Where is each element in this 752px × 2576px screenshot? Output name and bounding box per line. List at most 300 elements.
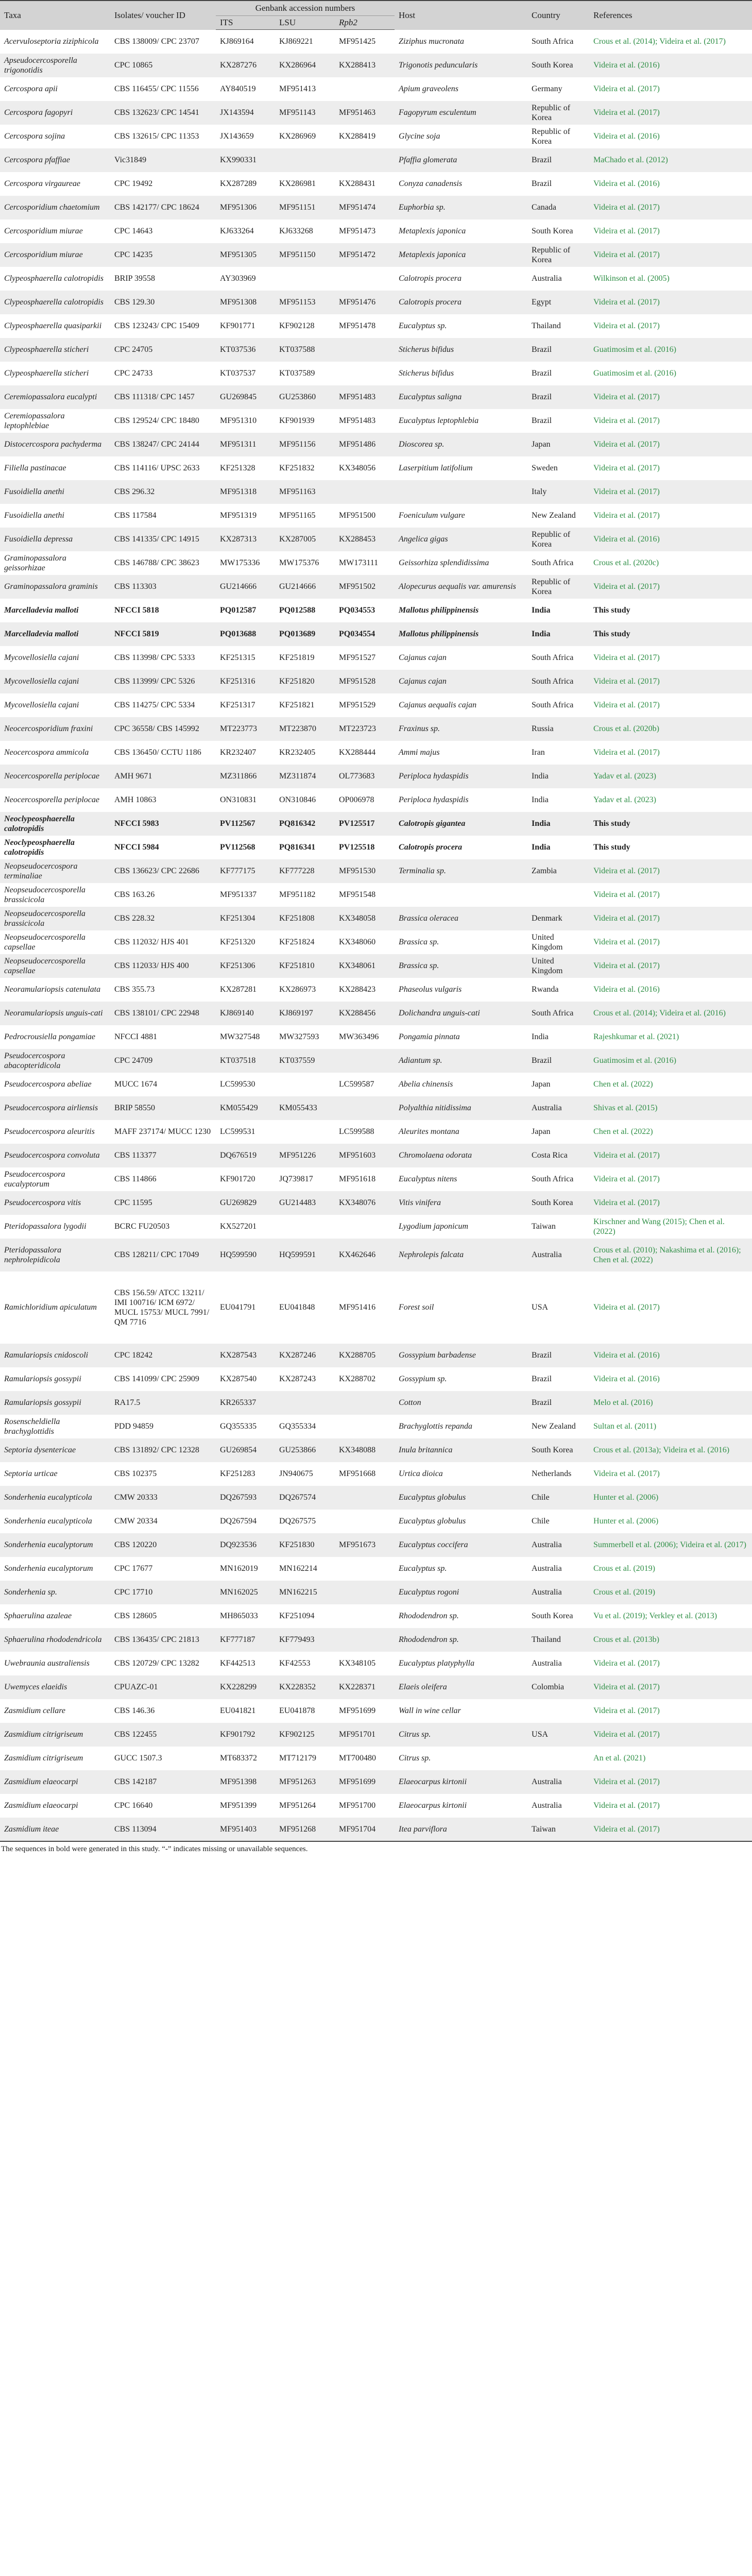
cell-reference: Guatimosim et al. (2016) (589, 338, 752, 362)
cell-country: Brazil (527, 172, 589, 196)
cell-taxa: Neopseudocercosporella capsellae (0, 930, 110, 954)
cell-lsu: MF951264 (275, 1794, 335, 1818)
table-row (0, 693, 752, 717)
cell-isolate: CBS 156.59/ ATCC 13211/ IMI 100716/ ICM 6972/ MUCL 15753/ MUCL 7991/ QM 7716 (110, 1272, 216, 1344)
cell-reference: This study (589, 622, 752, 646)
cell-its: DQ267594 (216, 1510, 275, 1533)
cell-reference: Videira et al. (2017) (589, 219, 752, 243)
cell-taxa: Neoramulariopsis unguis-cati (0, 1002, 110, 1025)
cell-host: Eucalyptus saligna (395, 385, 527, 409)
cell-host: Adiantum sp. (395, 1049, 527, 1073)
table-row (0, 267, 752, 291)
cell-taxa: Cercospora virgaureae (0, 172, 110, 196)
cell-reference: Videira et al. (2016) (589, 528, 752, 551)
cell-country: Thailand (527, 314, 589, 338)
cell-host: Gossypium barbadense (395, 1344, 527, 1367)
cell-its: MH865033 (216, 1604, 275, 1628)
table-row (0, 1794, 752, 1818)
cell-its: KF251320 (216, 930, 275, 954)
cell-its: MF951310 (216, 409, 275, 433)
cell-host: Calotropis procera (395, 291, 527, 314)
cell-isolate: CPC 19492 (110, 172, 216, 196)
table-row (0, 1144, 752, 1167)
cell-taxa: Rosenscheldiella brachyglottidis (0, 1415, 110, 1438)
cell-taxa: Fusoidiella depressa (0, 528, 110, 551)
cell-reference: Videira et al. (2017) (589, 1699, 752, 1723)
cell-rpb2: KX288419 (335, 125, 395, 148)
table-row (0, 1747, 752, 1770)
cell-its: HQ599590 (216, 1239, 275, 1272)
cell-host: Citrus sp. (395, 1723, 527, 1747)
cell-isolate: CBS 114275/ CPC 5334 (110, 693, 216, 717)
cell-rpb2 (335, 1604, 395, 1628)
cell-host: Eucalyptus coccifera (395, 1533, 527, 1557)
cell-country: Australia (527, 1770, 589, 1794)
table-row (0, 148, 752, 172)
cell-host: Vitis vinifera (395, 1191, 527, 1215)
cell-lsu: KF251819 (275, 646, 335, 670)
table-row (0, 978, 752, 1002)
cell-rpb2: KX348060 (335, 930, 395, 954)
cell-lsu: MF951165 (275, 504, 335, 528)
cell-taxa: Mycovellosiella cajani (0, 646, 110, 670)
table-body (0, 30, 752, 1841)
cell-taxa: Clypeosphaerella sticheri (0, 338, 110, 362)
cell-host: Lygodium japonicum (395, 1215, 527, 1239)
cell-lsu: KF251820 (275, 670, 335, 693)
cell-country: Australia (527, 1652, 589, 1675)
cell-isolate: CBS 117584 (110, 504, 216, 528)
cell-taxa: Sphaerulina rhododendricola (0, 1628, 110, 1652)
cell-host: Abelia chinensis (395, 1073, 527, 1096)
cell-its: KF901792 (216, 1723, 275, 1747)
table-row (0, 1533, 752, 1557)
cell-country: India (527, 836, 589, 859)
cell-rpb2 (335, 338, 395, 362)
table-row (0, 385, 752, 409)
cell-lsu: EU041878 (275, 1699, 335, 1723)
cell-country: South Korea (527, 1191, 589, 1215)
cell-its: PQ012587 (216, 599, 275, 622)
cell-reference: Shivas et al. (2015) (589, 1096, 752, 1120)
cell-taxa: Ramulariopsis gossypii (0, 1367, 110, 1391)
cell-reference: Videira et al. (2017) (589, 456, 752, 480)
cell-country: India (527, 788, 589, 812)
table-row (0, 575, 752, 599)
cell-isolate: CBS 138247/ CPC 24144 (110, 433, 216, 456)
cell-country: Japan (527, 1120, 589, 1144)
table-row (0, 1415, 752, 1438)
cell-its: KM055429 (216, 1096, 275, 1120)
cell-rpb2 (335, 1391, 395, 1415)
cell-isolate: MAFF 237174/ MUCC 1230 (110, 1120, 216, 1144)
table-row (0, 433, 752, 456)
table-row (0, 125, 752, 148)
cell-isolate: AMH 9671 (110, 765, 216, 788)
cell-reference: Videira et al. (2017) (589, 480, 752, 504)
cell-its: MW175336 (216, 551, 275, 575)
table-row (0, 101, 752, 125)
header-rpb2: Rpb2 (335, 16, 395, 30)
cell-country: India (527, 1025, 589, 1049)
cell-taxa: Marcelladevia malloti (0, 622, 110, 646)
cell-isolate: CBS 123243/ CPC 15409 (110, 314, 216, 338)
cell-lsu (275, 267, 335, 291)
cell-lsu: KX286973 (275, 978, 335, 1002)
cell-lsu: DQ267574 (275, 1486, 335, 1510)
cell-rpb2: KX462646 (335, 1239, 395, 1272)
cell-rpb2: MF951472 (335, 243, 395, 267)
cell-rpb2: KX348061 (335, 954, 395, 978)
cell-its: MF951399 (216, 1794, 275, 1818)
cell-isolate: CPC 24705 (110, 338, 216, 362)
cell-reference: Wilkinson et al. (2005) (589, 267, 752, 291)
cell-lsu: GU214666 (275, 575, 335, 599)
cell-taxa: Pseudocercospora abeliae (0, 1073, 110, 1096)
cell-host: Eucalyptus globulus (395, 1486, 527, 1510)
cell-reference: Videira et al. (2017) (589, 196, 752, 219)
cell-reference: Videira et al. (2017) (589, 291, 752, 314)
cell-its: MN162025 (216, 1581, 275, 1604)
cell-taxa: Neoclypeosphaerella calotropidis (0, 836, 110, 859)
cell-rpb2: KX288423 (335, 978, 395, 1002)
cell-country: Brazil (527, 1367, 589, 1391)
cell-lsu: KF251821 (275, 693, 335, 717)
table-row (0, 930, 752, 954)
cell-its: JX143594 (216, 101, 275, 125)
cell-reference: Videira et al. (2017) (589, 314, 752, 338)
cell-country: South Korea (527, 219, 589, 243)
cell-country: Brazil (527, 409, 589, 433)
cell-its: KX287313 (216, 528, 275, 551)
table-row (0, 504, 752, 528)
cell-isolate: CBS 122455 (110, 1723, 216, 1747)
cell-isolate: Vic31849 (110, 148, 216, 172)
cell-country: Iran (527, 741, 589, 765)
cell-reference: Kirschner and Wang (2015); Chen et al. (2022) (589, 1215, 752, 1239)
cell-lsu: JN940675 (275, 1462, 335, 1486)
cell-lsu: JQ739817 (275, 1167, 335, 1191)
cell-reference: Videira et al. (2016) (589, 1367, 752, 1391)
cell-isolate: RA17.5 (110, 1391, 216, 1415)
cell-its: KT037518 (216, 1049, 275, 1073)
cell-host: Calotropis procera (395, 267, 527, 291)
cell-taxa: Clypeosphaerella calotropidis (0, 291, 110, 314)
cell-lsu: MF951163 (275, 480, 335, 504)
cell-rpb2: KX348088 (335, 1438, 395, 1462)
cell-rpb2: KX288705 (335, 1344, 395, 1367)
cell-reference: Crous et al. (2020b) (589, 717, 752, 741)
cell-host: Elaeocarpus kirtonii (395, 1794, 527, 1818)
cell-reference: Videira et al. (2017) (589, 741, 752, 765)
cell-isolate: CMW 20333 (110, 1486, 216, 1510)
cell-taxa: Neocercosporidium fraxini (0, 717, 110, 741)
cell-isolate: CBS 112033/ HJS 400 (110, 954, 216, 978)
cell-taxa: Pseudocercospora convoluta (0, 1144, 110, 1167)
cell-lsu: KF251824 (275, 930, 335, 954)
cell-taxa: Cercosporidium miurae (0, 243, 110, 267)
cell-rpb2: MF951527 (335, 646, 395, 670)
cell-host: Polyalthia nitidissima (395, 1096, 527, 1120)
cell-rpb2: PV125518 (335, 836, 395, 859)
cell-taxa: Ramichloridium apiculatum (0, 1272, 110, 1344)
cell-its: MF951311 (216, 433, 275, 456)
cell-lsu: KT037589 (275, 362, 335, 385)
cell-country: Japan (527, 1073, 589, 1096)
table-row (0, 54, 752, 77)
cell-host: Pongamia pinnata (395, 1025, 527, 1049)
cell-lsu: MT712179 (275, 1747, 335, 1770)
cell-its: MW327548 (216, 1025, 275, 1049)
cell-host: Eucalyptus sp. (395, 314, 527, 338)
cell-taxa: Clypeosphaerella calotropidis (0, 267, 110, 291)
cell-host: Phaseolus vulgaris (395, 978, 527, 1002)
cell-reference: Melo et al. (2016) (589, 1391, 752, 1415)
cell-country: United Kingdom (527, 930, 589, 954)
cell-taxa: Zasmidium cellare (0, 1699, 110, 1723)
cell-isolate: CMW 20334 (110, 1510, 216, 1533)
cell-lsu: KF779493 (275, 1628, 335, 1652)
cell-lsu: KT037588 (275, 338, 335, 362)
cell-its: KX287281 (216, 978, 275, 1002)
cell-rpb2 (335, 1215, 395, 1239)
cell-reference: Vu et al. (2019); Verkley et al. (2013) (589, 1604, 752, 1628)
cell-its: MN162019 (216, 1557, 275, 1581)
cell-taxa: Mycovellosiella cajani (0, 693, 110, 717)
cell-country: Sweden (527, 456, 589, 480)
table-row (0, 717, 752, 741)
cell-its: KF251306 (216, 954, 275, 978)
cell-lsu: KX287246 (275, 1344, 335, 1367)
cell-isolate: CBS 355.73 (110, 978, 216, 1002)
cell-its: KR265337 (216, 1391, 275, 1415)
cell-country: India (527, 622, 589, 646)
cell-its: KX228299 (216, 1675, 275, 1699)
cell-reference: Videira et al. (2017) (589, 907, 752, 930)
cell-country: Egypt (527, 291, 589, 314)
cell-rpb2 (335, 1628, 395, 1652)
cell-taxa: Pteridopassalora lygodii (0, 1215, 110, 1239)
cell-reference: Videira et al. (2016) (589, 1344, 752, 1367)
table-row (0, 1557, 752, 1581)
cell-its: KX287540 (216, 1367, 275, 1391)
cell-isolate: CBS 129.30 (110, 291, 216, 314)
table-row (0, 1215, 752, 1239)
cell-host: Dioscorea sp. (395, 433, 527, 456)
cell-rpb2: KX228371 (335, 1675, 395, 1699)
cell-host: Gossypium sp. (395, 1367, 527, 1391)
cell-lsu: KX287243 (275, 1367, 335, 1391)
cell-host: Nephrolepis falcata (395, 1239, 527, 1272)
cell-reference: Videira et al. (2017) (589, 930, 752, 954)
cell-its: LC599531 (216, 1120, 275, 1144)
cell-rpb2 (335, 148, 395, 172)
cell-its: AY303969 (216, 267, 275, 291)
cell-isolate: CBS 129524/ CPC 18480 (110, 409, 216, 433)
cell-isolate: CPC 16640 (110, 1794, 216, 1818)
cell-isolate: CPC 17710 (110, 1581, 216, 1604)
cell-host: Euphorbia sp. (395, 196, 527, 219)
table-row (0, 1025, 752, 1049)
cell-isolate: CBS 116455/ CPC 11556 (110, 77, 216, 101)
cell-its: KR232407 (216, 741, 275, 765)
cell-lsu: MF951413 (275, 77, 335, 101)
cell-taxa: Marcelladevia malloti (0, 599, 110, 622)
cell-taxa: Ramulariopsis gossypii (0, 1391, 110, 1415)
table-row (0, 30, 752, 54)
cell-reference: Crous et al. (2013b) (589, 1628, 752, 1652)
table-row (0, 1167, 752, 1191)
cell-taxa: Ramulariopsis cnidoscoli (0, 1344, 110, 1367)
cell-isolate: NFCCI 5819 (110, 622, 216, 646)
table-row (0, 1191, 752, 1215)
cell-reference: Guatimosim et al. (2016) (589, 362, 752, 385)
cell-lsu: GU253860 (275, 385, 335, 409)
cell-lsu: MN162214 (275, 1557, 335, 1581)
cell-reference: Crous et al. (2013a); Videira et al. (2016) (589, 1438, 752, 1462)
cell-country (527, 883, 589, 907)
cell-rpb2 (335, 1486, 395, 1510)
cell-taxa: Neocercospora ammicola (0, 741, 110, 765)
table-row (0, 670, 752, 693)
cell-isolate: CBS 132615/ CPC 11353 (110, 125, 216, 148)
cell-taxa: Graminopassalora graminis (0, 575, 110, 599)
cell-country: Chile (527, 1510, 589, 1533)
cell-rpb2: MF951500 (335, 504, 395, 528)
cell-reference: Videira et al. (2017) (589, 670, 752, 693)
cell-its: KF251317 (216, 693, 275, 717)
table-row (0, 456, 752, 480)
cell-its: KF777187 (216, 1628, 275, 1652)
cell-isolate: CBS 114116/ UPSC 2633 (110, 456, 216, 480)
cell-isolate: CPC 18242 (110, 1344, 216, 1367)
cell-country: Thailand (527, 1628, 589, 1652)
cell-lsu: KX286981 (275, 172, 335, 196)
cell-taxa: Uwebraunia australiensis (0, 1652, 110, 1675)
cell-its: PQ013688 (216, 622, 275, 646)
cell-reference: Crous et al. (2014); Videira et al. (2016) (589, 1002, 752, 1025)
cell-isolate: CBS 142187 (110, 1770, 216, 1794)
cell-reference: Videira et al. (2017) (589, 954, 752, 978)
cell-lsu: KR232405 (275, 741, 335, 765)
table-row (0, 1344, 752, 1367)
cell-lsu: PQ816341 (275, 836, 335, 859)
header-references: References (589, 1, 752, 30)
cell-taxa: Zasmidium iteae (0, 1818, 110, 1841)
cell-country: Denmark (527, 907, 589, 930)
cell-taxa: Sonderhenia eucalyptorum (0, 1557, 110, 1581)
cell-reference: Videira et al. (2017) (589, 504, 752, 528)
cell-reference: Videira et al. (2016) (589, 54, 752, 77)
cell-host: Glycine soja (395, 125, 527, 148)
table-header (0, 1, 752, 30)
cell-taxa: Ceremiopassalora leptophlebiae (0, 409, 110, 433)
cell-country: Germany (527, 77, 589, 101)
cell-taxa: Pseudocercospora eucalyptorum (0, 1167, 110, 1191)
cell-isolate: CPC 14235 (110, 243, 216, 267)
cell-rpb2: MF951474 (335, 196, 395, 219)
cell-host: Rhododendron sp. (395, 1628, 527, 1652)
table-row (0, 338, 752, 362)
cell-country: Australia (527, 1096, 589, 1120)
cell-isolate: BCRC FU20503 (110, 1215, 216, 1239)
table-footnote: The sequences in bold were generated in this study. “-” indicates missing or unavailable sequences. (1, 1844, 308, 1853)
cell-rpb2: MF951416 (335, 1272, 395, 1344)
cell-country: South Korea (527, 1604, 589, 1628)
cell-rpb2: MF951618 (335, 1167, 395, 1191)
header-taxa: Taxa (0, 1, 110, 30)
cell-host: Urtica dioica (395, 1462, 527, 1486)
cell-lsu: KF251808 (275, 907, 335, 930)
cell-host: Periploca hydaspidis (395, 788, 527, 812)
cell-country: Republic of Korea (527, 101, 589, 125)
cell-its: KF251316 (216, 670, 275, 693)
cell-reference: Videira et al. (2017) (589, 1770, 752, 1794)
cell-isolate: PDD 94859 (110, 1415, 216, 1438)
cell-lsu: MF951143 (275, 101, 335, 125)
cell-reference: Videira et al. (2017) (589, 1794, 752, 1818)
cell-country: Colombia (527, 1675, 589, 1699)
cell-taxa: Neocercosporella periplocae (0, 788, 110, 812)
table-row (0, 291, 752, 314)
cell-reference: Yadav et al. (2023) (589, 765, 752, 788)
cell-rpb2: MT223723 (335, 717, 395, 741)
cell-lsu: KT037559 (275, 1049, 335, 1073)
cell-rpb2: LC599588 (335, 1120, 395, 1144)
cell-country: South Korea (527, 54, 589, 77)
cell-rpb2: KX288431 (335, 172, 395, 196)
cell-reference: Videira et al. (2017) (589, 1675, 752, 1699)
cell-rpb2: MF951502 (335, 575, 395, 599)
cell-lsu: KF251094 (275, 1604, 335, 1628)
cell-country: Australia (527, 1581, 589, 1604)
cell-taxa: Filiella pastinacae (0, 456, 110, 480)
cell-its: MF951318 (216, 480, 275, 504)
cell-lsu: GQ355334 (275, 1415, 335, 1438)
cell-host: Aleurites montana (395, 1120, 527, 1144)
cell-isolate: CBS 120220 (110, 1533, 216, 1557)
cell-host: Eucalyptus platyphylla (395, 1652, 527, 1675)
cell-taxa: Cercospora fagopyri (0, 101, 110, 125)
cell-rpb2: MF951530 (335, 859, 395, 883)
cell-taxa: Sonderhenia eucalypticola (0, 1510, 110, 1533)
cell-host: Chromolaena odorata (395, 1144, 527, 1167)
table-row (0, 859, 752, 883)
cell-taxa: Cercospora sojina (0, 125, 110, 148)
cell-reference: Videira et al. (2017) (589, 101, 752, 125)
cell-its: AY840519 (216, 77, 275, 101)
cell-host: Inula britannica (395, 1438, 527, 1462)
cell-isolate: NFCCI 5818 (110, 599, 216, 622)
cell-isolate: CBS 128605 (110, 1604, 216, 1628)
cell-reference: Chen et al. (2022) (589, 1120, 752, 1144)
cell-country: Republic of Korea (527, 125, 589, 148)
cell-rpb2: KX288456 (335, 1002, 395, 1025)
cell-host: Trigonotis peduncularis (395, 54, 527, 77)
table-row (0, 1073, 752, 1096)
cell-reference: Videira et al. (2017) (589, 385, 752, 409)
cell-its: MF951398 (216, 1770, 275, 1794)
cell-its: MF951305 (216, 243, 275, 267)
cell-country: Republic of Korea (527, 528, 589, 551)
cell-country: New Zealand (527, 1415, 589, 1438)
table-row (0, 1367, 752, 1391)
cell-reference: Videira et al. (2016) (589, 125, 752, 148)
cell-rpb2: OL773683 (335, 765, 395, 788)
cell-reference: Crous et al. (2014); Videira et al. (2017) (589, 30, 752, 54)
cell-rpb2 (335, 1049, 395, 1073)
cell-taxa: Sonderhenia eucalypticola (0, 1486, 110, 1510)
